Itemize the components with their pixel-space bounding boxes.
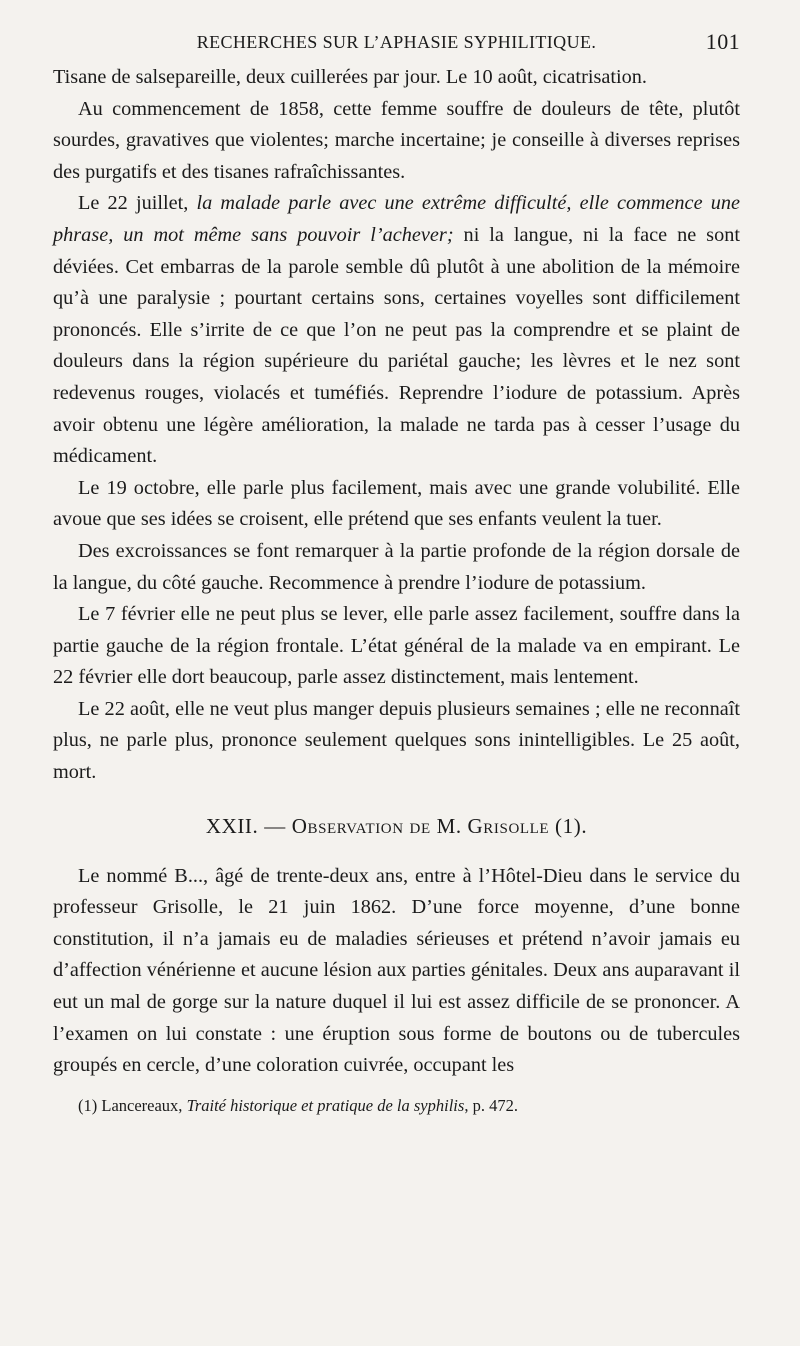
paragraph-7: Le 22 août, elle ne veut plus manger depuis plusieurs semaines ; elle ne reconnaît plus, ne parle plus, prononce seulement quelques sons inintelligibles. Le 25 août, mort. — [53, 697, 740, 784]
running-title: RECHERCHES SUR L’APHASIE SYPHILITIQUE. — [196, 32, 597, 52]
paragraph-1: Tisane de salsepareille, deux cuillerées par jour. Le 10 août, cicatrisation. — [53, 66, 647, 88]
paragraph-3 — [53, 188, 740, 472]
paragraph-3-lead: Le 22 juillet, — [78, 192, 197, 215]
main-text — [53, 62, 740, 1082]
section-paragraph-1: Le nommé B..., âgé de trente-deux ans, entre à l’Hôtel-Dieu dans le service du professeur Grisolle, le 21 juin 1862. D’une force moyenne, d’une bonne constitution, il n’a jamais eu de maladies sérieuses et prétend n’avoir jamais eu d’affection vénérienne et aucune lésion aux parties génitales. Deux ans auparavant il eut un mal de gorge sur la nature duquel il lui est assez difficile de se prononcer. A l’examen on lui constate : une éruption sous forme de boutons ou de tubercules groupés en cercle, d’une coloration cuivrée, occupant les — [53, 864, 740, 1077]
footnote — [53, 1094, 740, 1118]
section-note-ref: (1). — [555, 813, 588, 838]
paragraph-2: Au commencement de 1858, cette femme souffre de douleurs de tête, plutôt sourdes, gravatives que violentes; marche incertaine; je conseille à diverses reprises des purgatifs et des tisanes rafraîchissantes. — [53, 97, 740, 183]
running-head — [53, 22, 740, 62]
paragraph-3-rest: ni la langue, ni la face ne sont déviées. Cet embarras de la parole semble dû plutôt à une abolition de la mémoire qu’à une paralysie ; pourtant certains sons, certaines voyelles sont difficilement prononcés. Elle s’irrite de ce que l’on ne peut pas la comprendre et se plaint de douleurs dans la région supérieure du pariétal gauche; les lèvres et le nez sont redevenus rouges, violacés et tuméfiés. Reprendre l’iodure de potassium. Après avoir obtenu une légère amélioration, la malade ne tarda pas à cesser l’usage du médicament. — [53, 223, 740, 468]
section-heading — [53, 811, 740, 841]
section-title: Observation de M. Grisolle — [291, 813, 550, 838]
page-number: 101 — [705, 29, 740, 54]
footnote-author: (1) Lancereaux, — [78, 1095, 187, 1115]
paragraph-6: Le 7 février elle ne peut plus se lever, elle parle assez facilement, souffre dans la partie gauche de la région frontale. L’état général de la malade va en empirant. Le 22 février elle dort beaucoup, parle assez distinctement, mais lentement. — [53, 603, 740, 689]
section-number: XXII. — — [205, 813, 286, 838]
footnote-page: , p. 472. — [464, 1095, 518, 1115]
paragraph-3-italic-quote: la malade parle avec une extrême difficulté, elle commence une phrase, un mot même sans pouvoir l’achever; — [53, 192, 740, 246]
footnote-book-title: Traité historique et pratique de la syphilis — [186, 1095, 465, 1115]
paragraph-4: Le 19 octobre, elle parle plus facilement, mais avec une grande volubilité. Elle avoue que ses idées se croisent, elle prétend que ses enfants veulent la tuer. — [53, 476, 740, 531]
paragraph-5: Des excroissances se font remarquer à la partie profonde de la région dorsale de la langue, du côté gauche. Recommence à prendre l’iodure de potassium. — [53, 539, 740, 594]
